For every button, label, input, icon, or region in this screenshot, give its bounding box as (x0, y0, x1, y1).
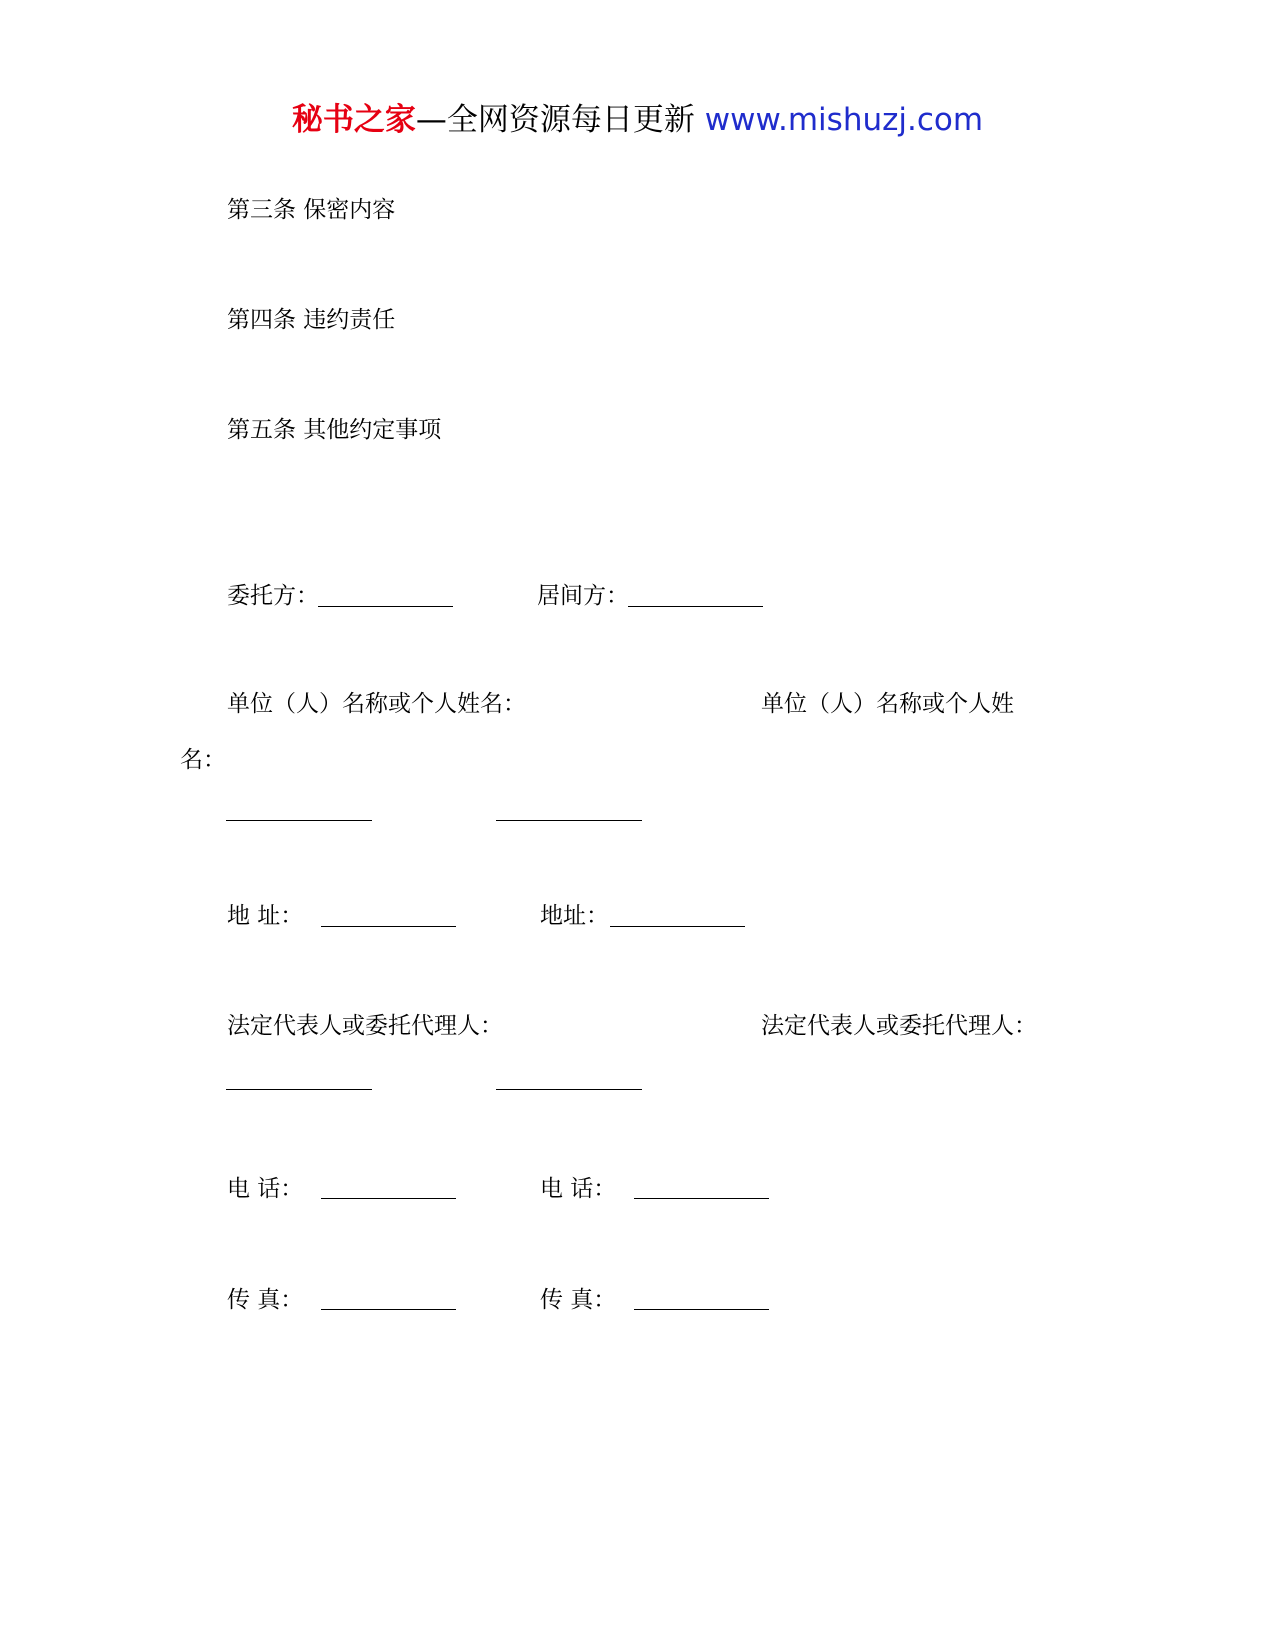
site-header (0, 100, 1275, 140)
client-blank (318, 606, 453, 607)
client-phone-blank (321, 1198, 456, 1199)
broker-label: 居间方： (537, 583, 629, 609)
client-name-blank (226, 820, 372, 821)
broker-address-label: 地址： (540, 903, 609, 929)
client-phone-label: 电 话： (227, 1176, 304, 1202)
article-3-heading: 第三条 保密内容 (227, 197, 396, 223)
article-4-heading: 第四条 违约责任 (227, 307, 396, 333)
client-name-label: 单位（人）名称或个人姓名： (227, 691, 526, 717)
client-label: 委托方： (227, 583, 319, 609)
broker-rep-blank (496, 1089, 642, 1090)
broker-blank (628, 606, 763, 607)
client-fax-label: 传 真： (227, 1287, 304, 1313)
article-5-heading: 第五条 其他约定事项 (227, 417, 442, 443)
broker-fax-blank (634, 1309, 769, 1310)
broker-rep-label: 法定代表人或委托代理人： (761, 1013, 1037, 1039)
client-fax-blank (321, 1309, 456, 1310)
broker-name-blank (496, 820, 642, 821)
broker-address-blank (610, 926, 745, 927)
client-rep-blank (226, 1089, 372, 1090)
header-url[interactable]: www.mishuzj.com (704, 102, 984, 138)
client-rep-label: 法定代表人或委托代理人： (227, 1013, 503, 1039)
broker-fax-label: 传 真： (540, 1287, 617, 1313)
broker-name-label-wrap: 名： (180, 747, 226, 773)
broker-name-label: 单位（人）名称或个人姓 (761, 691, 1014, 717)
brand-name: 秘书之家 (291, 102, 416, 138)
header-slogan: —全网资源每日更新 (415, 102, 695, 138)
client-address-blank (321, 926, 456, 927)
client-address-label: 地 址： (227, 903, 304, 929)
broker-phone-blank (634, 1198, 769, 1199)
broker-phone-label: 电 话： (540, 1176, 617, 1202)
